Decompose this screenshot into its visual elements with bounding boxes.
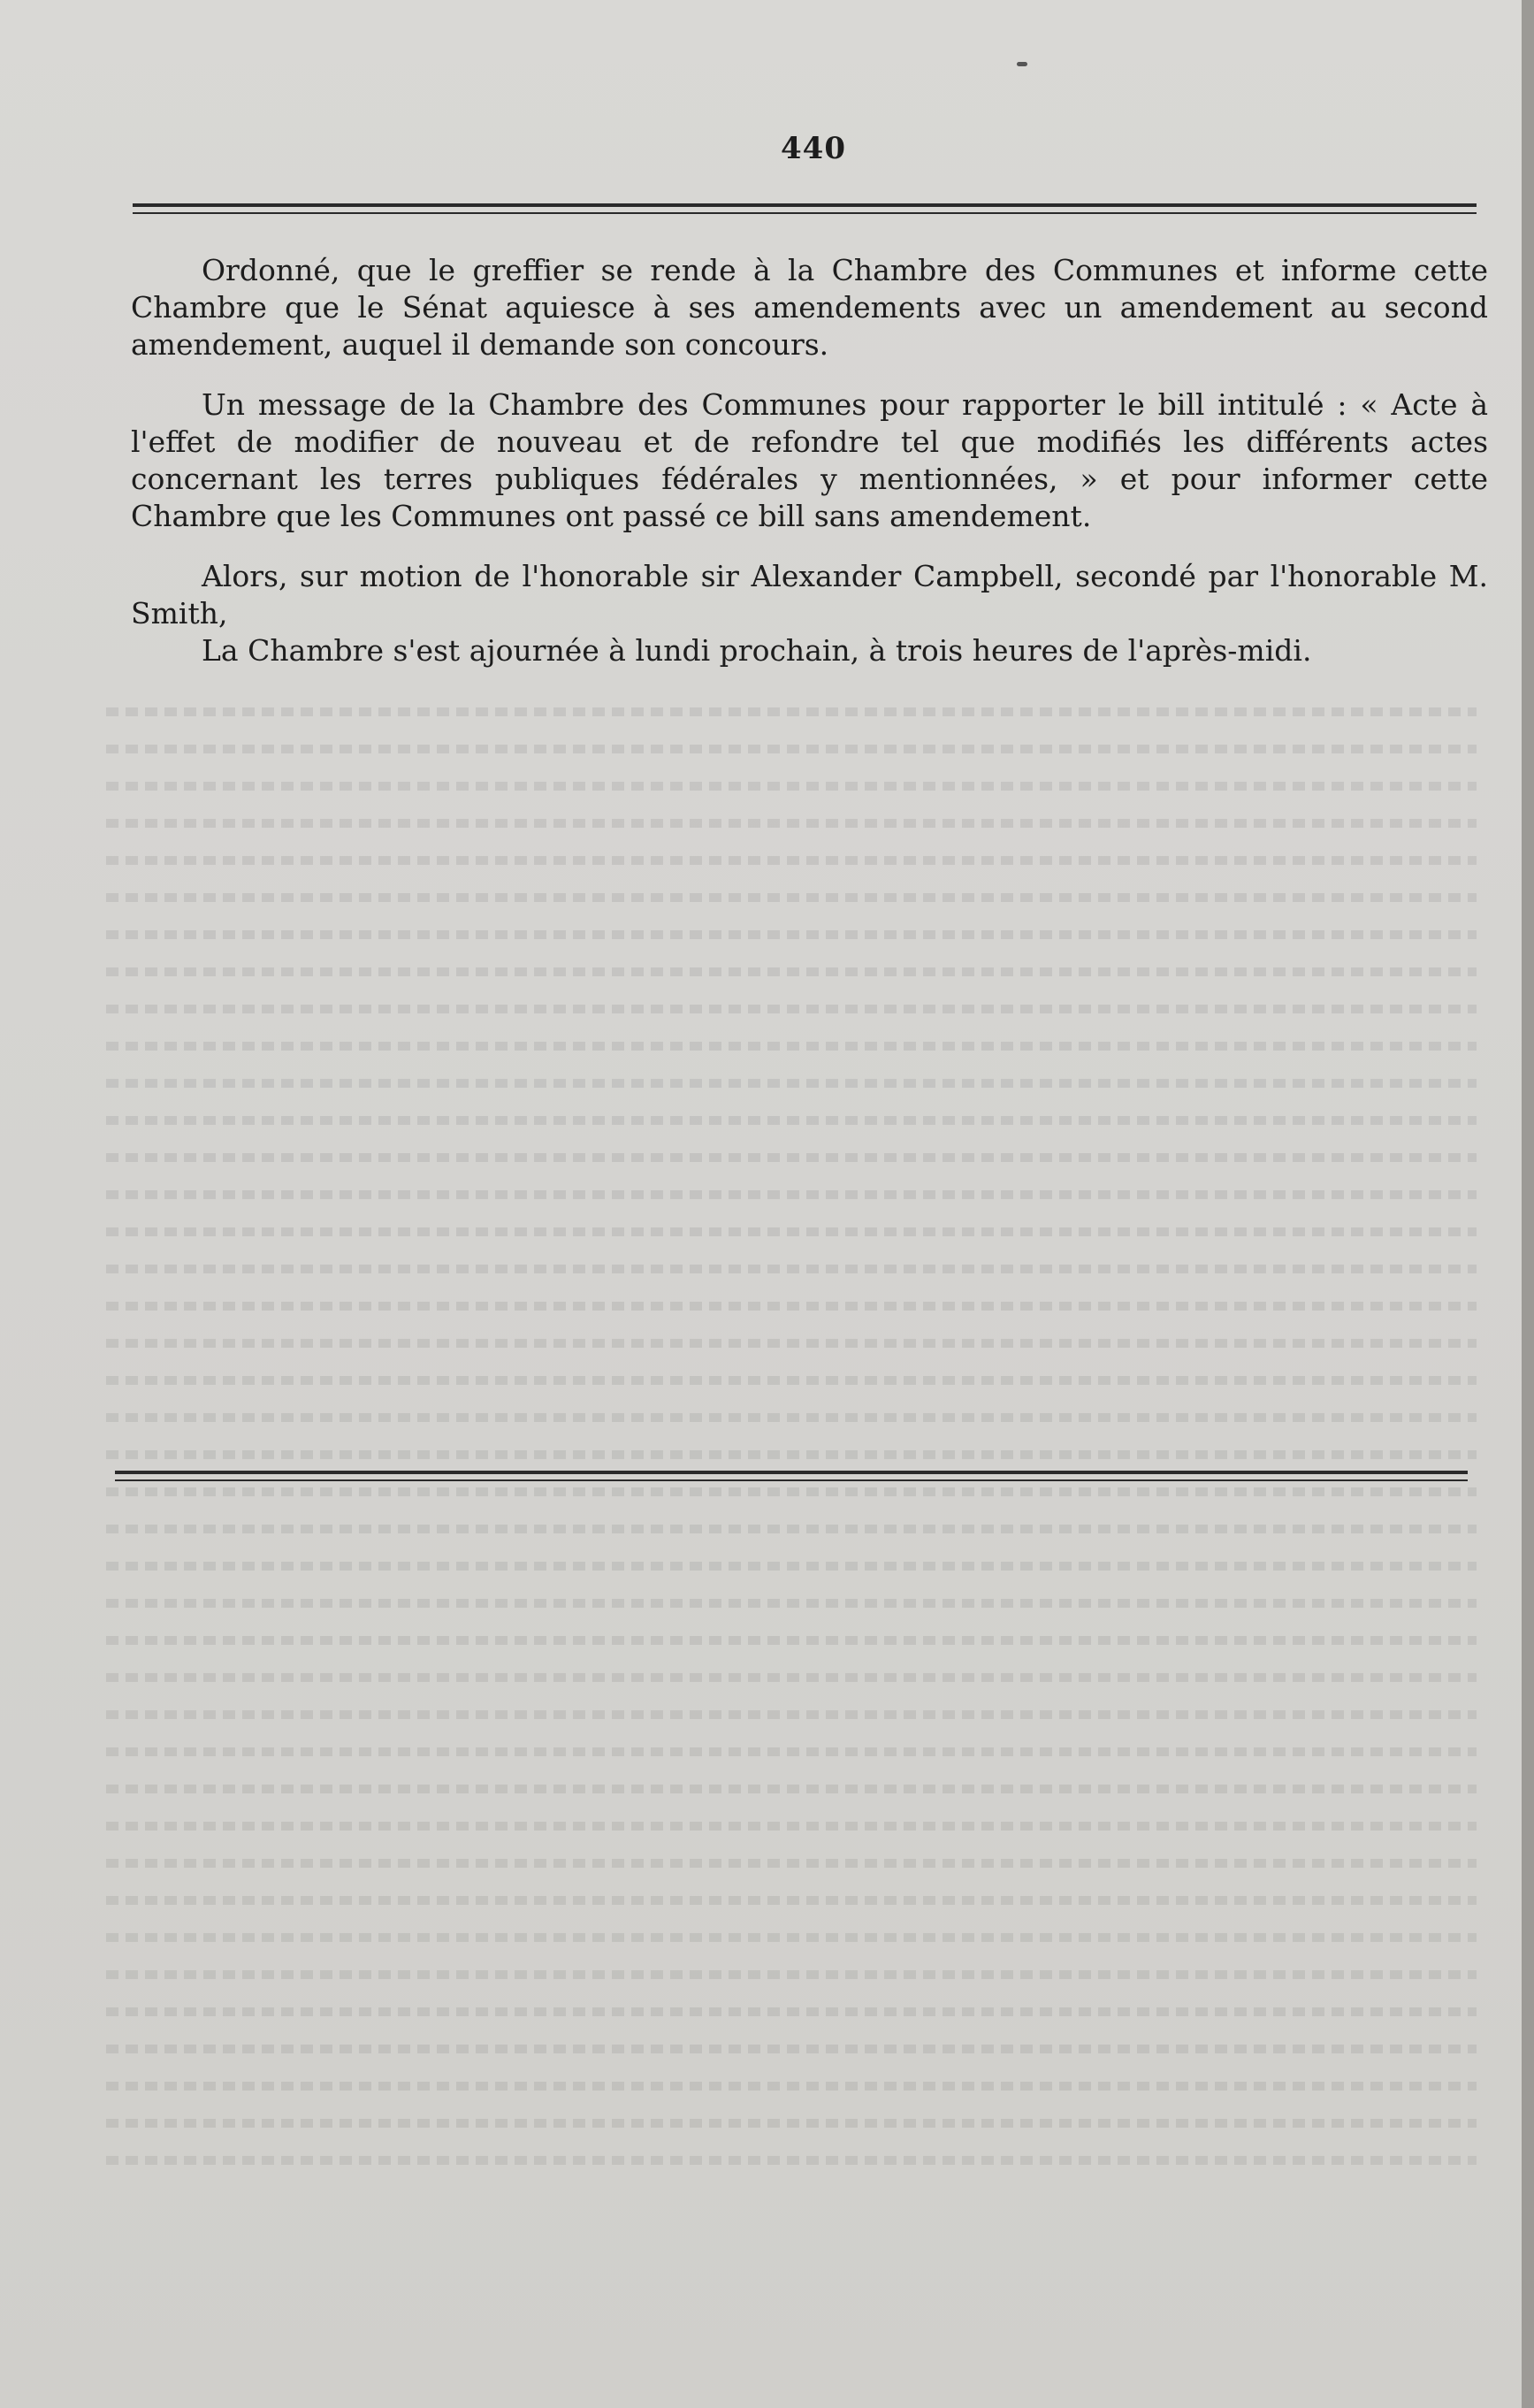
header-rule: [133, 203, 1477, 214]
paragraph-message: Un message de la Chambre des Communes pour rapporter le bill intitulé : « Acte à l'effet de modifier de nouveau et de refondre tel que modifiés les différents actes concernant les terres publiques fédérales y mentionnées, » et pour informer cette Chambre que les Communes ont passé ce bill sans amendement.: [131, 387, 1488, 533]
page-spine-edge: [1522, 0, 1534, 2408]
section-end-rule: [115, 1471, 1468, 1481]
bleed-through-texture: [106, 707, 1477, 2343]
paragraph-ordered: Ordonné, que le greffier se rende à la Chambre des Communes et informe cette Chambre que le Sénat aquiesce à ses amendements avec un amendement au second amendement, auquel il demande son concours.: [131, 253, 1488, 362]
page-number: 440: [781, 131, 846, 166]
paragraph-adjournment: La Chambre s'est ajournée à lundi prochain, à trois heures de l'après-midi.: [202, 633, 1312, 668]
paragraph-motion: Alors, sur motion de l'honorable sir Alexander Campbell, secondé par l'honorable M. Smith,: [131, 559, 1488, 631]
body-text: [131, 252, 1488, 692]
ink-speck: [1017, 62, 1027, 66]
